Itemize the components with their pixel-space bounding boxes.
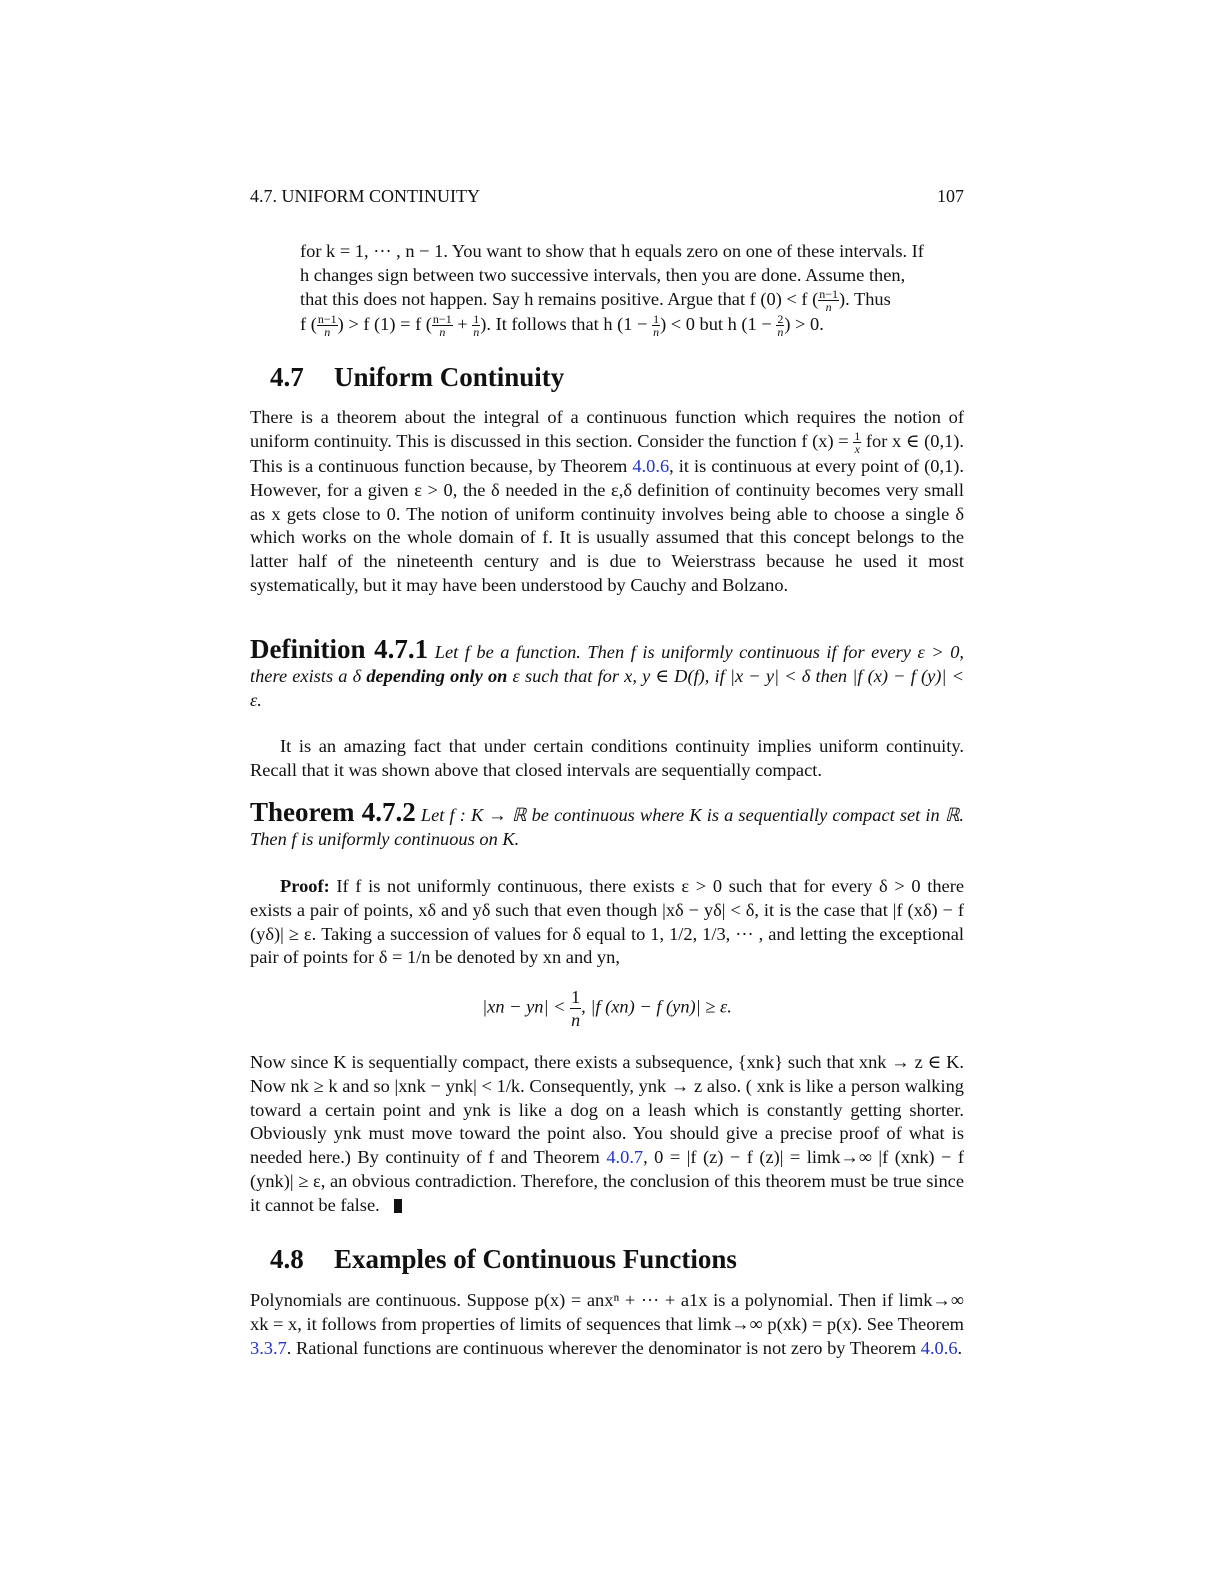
fraction: $\frac{1}{n}$: [571, 987, 581, 1030]
fraction: $\frac{n-1}{n}$: [432, 312, 452, 340]
paragraph-uniform-intro: There is a theorem about the integral of a continuous function which requires the notion of uniform continuity. This is discussed in this section. Consider the function f (x) = $\frac{1}{x}$ for x ∈ (0,1). This is a continuous function because, by Theorem 4.0.6, it is continuous at every point of (0,1). However, for a given ε > 0, the δ needed in the ε,δ definition of continuity becomes very small as x gets close to 0. The notion of uniform continuity involves being able to choose a single δ which works on the whole domain of f. It is usually assumed that this concept belongs to the latter half of the nineteenth century and is due to Weierstrass because he used it most systematically, but it may have been understood by Cauchy and Bolzano.: [250, 407, 964, 596]
theorem-link-3-3-7[interactable]: 3.3.7: [250, 1337, 287, 1358]
running-header: [250, 186, 964, 207]
proof-paragraph: Proof: If f is not uniformly continuous, there exists ε > 0 such that for every δ > 0 there exists a pair of points, xδ and yδ such that even though |xδ − yδ| < δ, it is the case that |f (xδ) − f (yδ)| ≥ ε. Taking a succession of values for δ equal to 1, 1/2, 1/3, ··· , and letting the exceptional pair of points for δ = 1/n be denoted by xn and yn,: [250, 876, 964, 968]
cont-line-4: f ( $\frac{n-1}{n}$ ) > f (1) = f ( $\frac{n-1}{n}$ + $\frac{1}{n}$ ). It follows that h (1 − $\frac{1}{n}$ ) < 0 but h (1 − $\frac{2}{n}$ ) > 0.: [300, 312, 824, 340]
continued-paragraph: [300, 240, 964, 338]
paragraph-amazing-fact: It is an amazing fact that under certain conditions continuity implies uniform continuity. Recall that it was shown above that closed intervals are sequentially compact.: [250, 736, 964, 780]
cont-line-2: h changes sign between two successive intervals, then you are done. Assume then,: [300, 264, 906, 285]
section-heading-4-7: 4.7 Uniform Continuity: [270, 362, 565, 392]
fraction: $\frac{1}{x}$: [854, 429, 861, 457]
theorem-link-4-0-6[interactable]: 4.0.6: [920, 1337, 958, 1358]
fraction: $\frac{2}{n}$: [777, 312, 784, 340]
theorem-link-4-0-6[interactable]: 4.0.6: [632, 456, 670, 477]
qed-box-icon: [394, 1199, 402, 1213]
theorem-label: Theorem 4.7.2: [250, 797, 416, 827]
proof-label: Proof:: [280, 876, 330, 896]
definition-4-7-1: Definition 4.7.1 Let f be a function. Then f is uniformly continuous if for every ε > 0, there exists a δ depending only on ε such that for x, y ∈ D(f), if |x − y| < δ then |f (x) − f (y)| < ε.: [250, 634, 964, 710]
paragraph-subsequence: Now since K is sequentially compact, there exists a subsequence, {xnk} such that xnk → z ∈ K. Now nk ≥ k and so |xnk − ynk| < 1/k. Consequently, ynk → z also. ( xnk is like a person walking toward a certain point and ynk is like a dog on a leash which is constantly getting shorter. Obviously ynk must move toward the point also. You should give a precise proof of what is needed here.) By continuity of f and Theorem 4.0.7, 0 = |f (z) − f (z)| = limk→∞ |f (xnk) − f (ynk)| ≥ ε, an obvious contradiction. Therefore, the conclusion of this theorem must be true since it cannot be false.: [250, 1052, 964, 1215]
cont-line-3: that this does not happen. Say h remains positive. Argue that f (0) < f ( $\frac{n-1}{n}$ ). Thus: [300, 286, 891, 314]
cont-line-1: for k = 1, ··· , n − 1. You want to show that h equals zero on one of these intervals. If: [300, 241, 924, 261]
section-heading-4-8: 4.8 Examples of Continuous Functions: [270, 1244, 737, 1274]
page-number: 107: [937, 186, 964, 206]
definition-label: Definition 4.7.1: [250, 634, 429, 664]
fraction: $\frac{1}{n}$: [653, 312, 660, 340]
section-header: 4.7. UNIFORM CONTINUITY: [250, 186, 480, 206]
fraction: $\frac{1}{n}$: [473, 312, 480, 340]
fraction: $\frac{n-1}{n}$: [317, 312, 337, 340]
display-equation: |xn − yn| < $\frac{1}{n}$ , |f (xn) − f (yn)| ≥ ε.: [482, 987, 732, 1030]
theorem-4-7-2: Theorem 4.7.2 Let f : K → ℝ be continuous where K is a sequentially compact set in ℝ. Then f is uniformly continuous on K.: [250, 797, 964, 849]
paragraph-polynomials: Polynomials are continuous. Suppose p(x) = anxⁿ + ··· + a1x is a polynomial. Then if limk→∞ xk = x, it follows from properties of limits of sequences that limk→∞ p(xk) = p(x). See Theorem 3.3.7. Rational functions are continuous wherever the denominator is not zero by Theorem 4.0.6.: [250, 1290, 964, 1358]
theorem-link-4-0-7[interactable]: 4.0.7: [606, 1147, 644, 1168]
fraction: $\frac{n-1}{n}$: [819, 286, 839, 314]
